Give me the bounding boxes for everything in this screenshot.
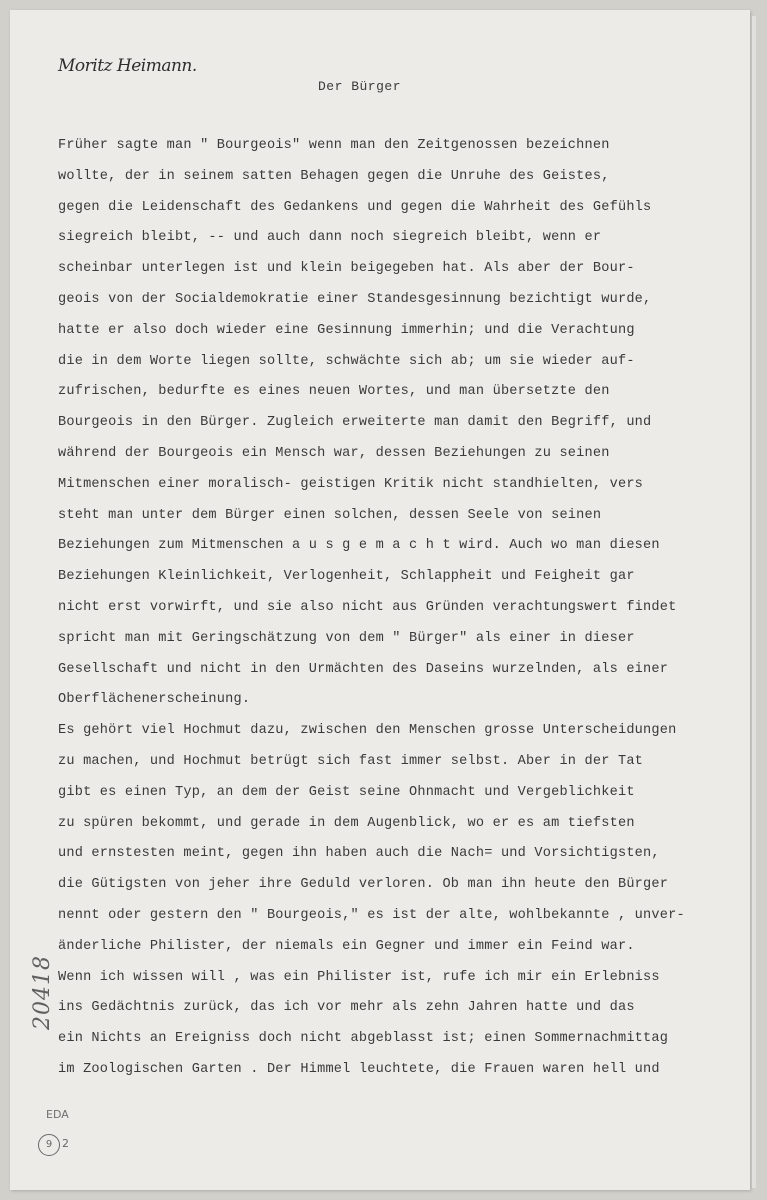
text-line: Wenn ich wissen will , was ein Philister ist, rufe ich mir ein Erlebniss xyxy=(58,969,660,985)
archive-code: EDA xyxy=(46,1108,69,1121)
author-signature: Moritz Heimann. xyxy=(58,56,197,76)
text-line: die in dem Worte liegen sollte, schwächte sich ab; um sie wieder auf- xyxy=(58,353,635,369)
text-line: zu spüren bekommt, und gerade in dem Augenblick, wo er es am tiefsten xyxy=(58,815,635,831)
text-line: zufrischen, bedurfte es eines neuen Wortes, und man übersetzte den xyxy=(58,384,610,400)
text-line: hatte er also doch wieder eine Gesinnung immerhin; und die Verachtung xyxy=(58,322,635,338)
text-line: zu machen, und Hochmut betrügt sich fast immer selbst. Aber in der Tat xyxy=(58,753,644,769)
text-line: Oberflächenerscheinung. xyxy=(58,692,251,708)
text-line: siegreich bleibt, -- und auch dann noch siegreich bleibt, wenn er xyxy=(58,230,602,246)
text-line: gibt es einen Typ, an dem der Geist seine Ohnmacht und Vergeblichkeit xyxy=(58,784,635,800)
text-line: Bourgeois in den Bürger. Zugleich erweiterte man damit den Begriff, und xyxy=(58,415,652,431)
text-line: nicht erst vorwirft, und sie also nicht aus Gründen verachtungswert findet xyxy=(58,599,677,615)
folio-circle: 9 xyxy=(38,1134,60,1156)
folio-mark xyxy=(38,1134,69,1156)
text-line: Früher sagte man " Bourgeois" wenn man den Zeitgenossen bezeichnen xyxy=(58,138,610,153)
text-line: steht man unter dem Bürger einen solchen, dessen Seele von seinen xyxy=(58,507,602,523)
text-line: Gesellschaft und nicht in den Urmächten des Daseins wurzelnden, als einer xyxy=(58,661,669,677)
archive-side-number: 20418 xyxy=(30,955,55,1030)
text-line: scheinbar unterlegen ist und klein beigegeben hat. Als aber der Bour- xyxy=(58,261,635,277)
text-line: spricht man mit Geringschätzung von dem " Bürger" als einer in dieser xyxy=(58,630,635,646)
page-title: Der Bürger xyxy=(318,79,402,94)
text-line: während der Bourgeois ein Mensch war, dessen Beziehungen zu seinen xyxy=(58,445,610,461)
text-line: Mitmenschen einer moralisch- geistigen Kritik nicht standhielten, vers xyxy=(58,476,644,492)
text-line: und ernstesten meint, gegen ihn haben auch die Nach= und Vorsichtigsten, xyxy=(58,846,660,862)
text-line: gegen die Leidenschaft des Gedankens und gegen die Wahrheit des Gefühls xyxy=(58,199,652,215)
text-line: Beziehungen Kleinlichkeit, Verlogenheit, Schlappheit und Feigheit gar xyxy=(58,569,635,585)
text-line: Beziehungen zum Mitmenschen a u s g e m a c h t wird. Auch wo man diesen xyxy=(58,538,660,554)
text-line: Es gehört viel Hochmut dazu, zwischen den Menschen grosse Unterscheidungen xyxy=(58,723,677,739)
text-line: die Gütigsten von jeher ihre Geduld verloren. Ob man ihn heute den Bürger xyxy=(58,877,669,893)
text-line: änderliche Philister, der niemals ein Gegner und immer ein Feind war. xyxy=(58,938,635,954)
text-line: ins Gedächtnis zurück, das ich vor mehr als zehn Jahren hatte und das xyxy=(58,1000,635,1016)
text-line: geois von der Socialdemokratie einer Standesgesinnung bezichtigt wurde, xyxy=(58,291,652,307)
typed-body-text xyxy=(58,134,758,1089)
text-line: nennt oder gestern den " Bourgeois," es ist der alte, wohlbekannte , unver- xyxy=(58,907,685,923)
text-line: wollte, der in seinem satten Behagen gegen die Unruhe des Geistes, xyxy=(58,168,610,184)
folio-number: 2 xyxy=(62,1137,69,1150)
text-line: im Zoologischen Garten . Der Himmel leuchtete, die Frauen waren hell und xyxy=(58,1061,660,1077)
text-line: ein Nichts an Ereigniss doch nicht abgeblasst ist; einen Sommernachmittag xyxy=(58,1031,669,1047)
